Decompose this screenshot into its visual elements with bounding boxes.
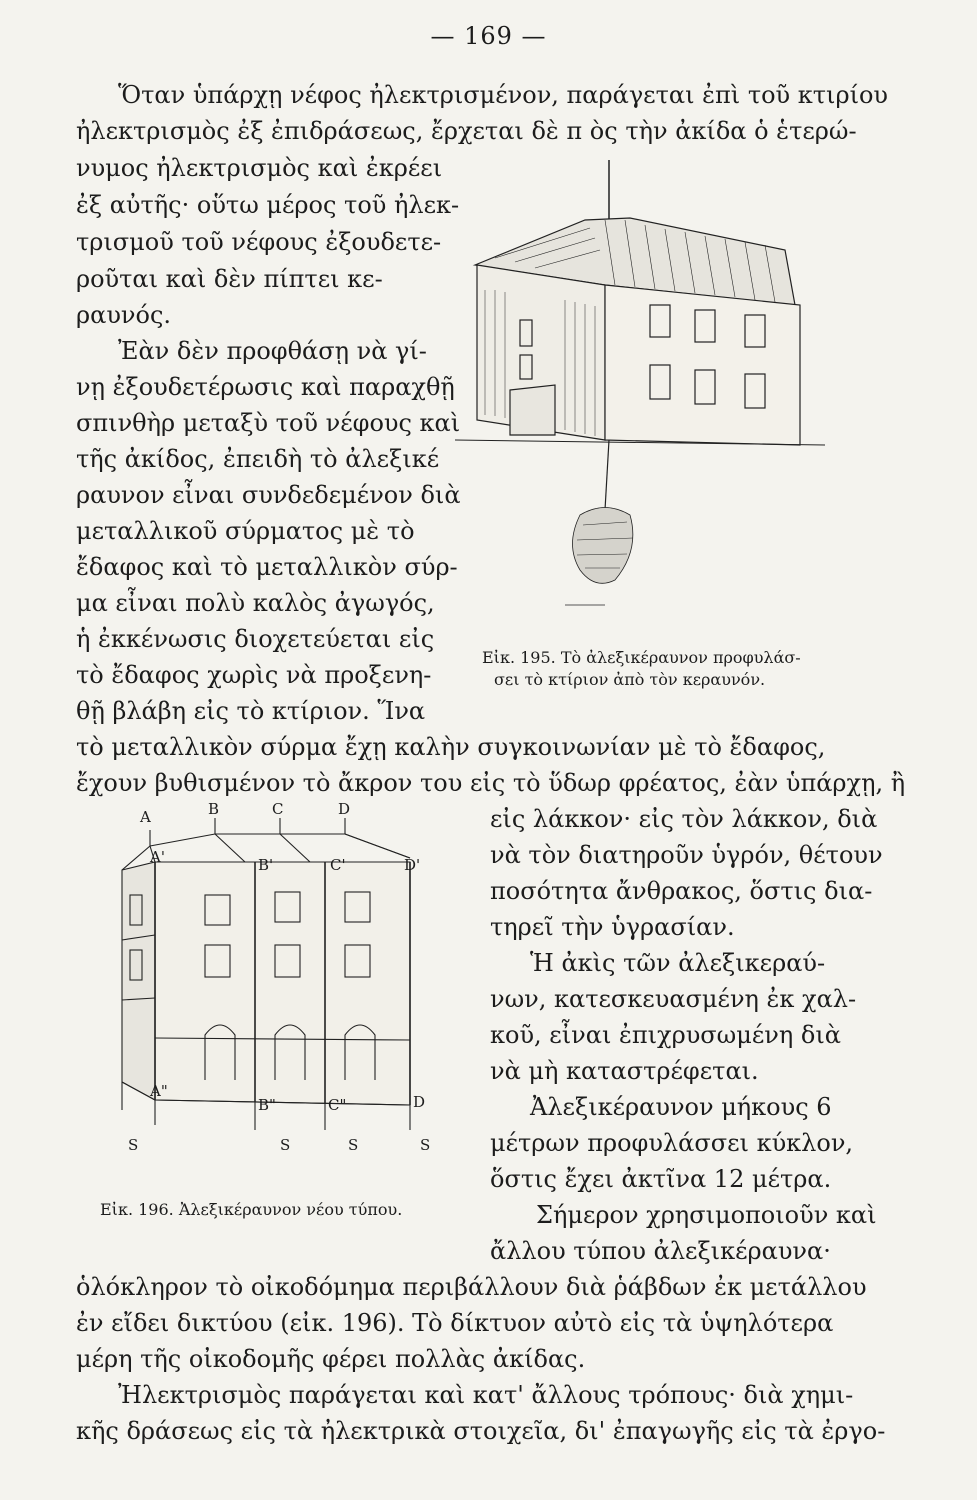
text-line: ἔδαφος καὶ τὸ μεταλλικὸν σύρ- (76, 553, 458, 581)
text-line: τὸ ἔδαφος χωρὶς νὰ προξενη- (76, 661, 432, 689)
text-line: τῆς ἀκίδος, ἐπειδὴ τὸ ἀλεξικέ (76, 445, 440, 473)
text-line: ποσότητα ἄνθρακος, ὅστις δια- (490, 877, 873, 905)
text-line: ὅστις ἔχει ἀκτῖνα 12 μέτρα. (490, 1165, 832, 1193)
figure-196-label: C' (330, 856, 346, 874)
figure-196-label: B (208, 800, 220, 818)
figure-196-label: D' (404, 856, 421, 874)
text-line: μα εἶναι πολὺ καλὸς ἀγωγός, (76, 589, 435, 617)
text-line: ροῦται καὶ δὲν πίπτει κε- (76, 265, 383, 293)
text-line: τὸ μεταλλικὸν σύρμα ἔχῃ καλὴν συγκοινωνίαν μὲ τὸ ἔδαφος, (76, 733, 826, 761)
figure-196-label: A (140, 808, 151, 826)
text-line: νὰ τὸν διατηροῦν ὑγρόν, θέτουν (490, 841, 883, 869)
text-line: θῇ βλάβη εἰς τὸ κτίριον. Ἵνα (76, 697, 426, 725)
text-line: ἡ ἐκκένωσις διοχετεύεται εἰς (76, 625, 435, 653)
figure-196-label: A" (150, 1082, 168, 1100)
text-line: μέτρων προφυλάσσει κύκλον, (490, 1129, 854, 1157)
text-line: ἐξ αὐτῆς· οὕτω μέρος τοῦ ἠλεκ- (76, 191, 460, 219)
figure-196-label: B" (258, 1096, 276, 1114)
text-line: τρισμοῦ τοῦ νέφους ἐξουδετε- (76, 228, 442, 256)
text-line: ἄλλου τύπου ἀλεξικέραυνα· (490, 1237, 831, 1265)
text-line: Ἀλεξικέραυνον μήκους 6 (530, 1093, 832, 1121)
figure-195-caption-line: Εἰκ. 195. Τὸ ἀλεξικέραυνον προφυλάσ- (482, 648, 801, 667)
figure-196-label: C" (328, 1096, 347, 1114)
text-line: ραυνον εἶναι συνδεδεμένον διὰ (76, 481, 461, 509)
text-line: Ἐὰν δὲν προφθάσῃ νὰ γί- (118, 337, 427, 365)
figure-196-label: B' (258, 856, 274, 874)
text-line: νὰ μὴ καταστρέφεται. (490, 1057, 759, 1085)
text-line: κοῦ, εἶναι ἐπιχρυσωμένη διὰ (490, 1021, 841, 1049)
text-line: Ἠλεκτρισμὸς παράγεται καὶ κατ' ἄλλους τρόπους· διὰ χημι- (118, 1381, 854, 1409)
text-line: εἰς λάκκον· εἰς τὸν λάκκον, διὰ (490, 805, 878, 833)
text-line: ἔχουν βυθισμένον τὸ ἄκρον του εἰς τὸ ὕδωρ φρέατος, ἐὰν ὑπάρχῃ, ἢ (76, 769, 906, 797)
figure-196-label: A' (150, 848, 165, 866)
text-line: κῆς δράσεως εἰς τὰ ἠλεκτρικὰ στοιχεῖα, δι' ἐπαγωγῆς εἰς τὰ ἐργο- (76, 1417, 886, 1445)
text-line: ραυνός. (76, 301, 172, 329)
figure-196-label: S (128, 1136, 139, 1154)
text-line: νῃ ἐξουδετέρωσις καὶ παραχθῇ (76, 373, 455, 401)
text-line: μεταλλικοῦ σύρματος μὲ τὸ (76, 517, 415, 545)
text-line: ἐν εἴδει δικτύου (εἰκ. 196). Τὸ δίκτυον αὐτὸ εἰς τὰ ὑψηλότερα (76, 1309, 834, 1337)
figure-196-label: S (348, 1136, 359, 1154)
text-line: σπινθὴρ μεταξὺ τοῦ νέφους καὶ (76, 409, 461, 437)
text-line: νων, κατεσκευασμένη ἐκ χαλ- (490, 985, 857, 1013)
text-line: ὁλόκληρον τὸ οἰκοδόμημα περιβάλλουν διὰ ῥάβδων ἐκ μετάλλου (76, 1273, 867, 1301)
page-number: — 169 — (430, 22, 547, 50)
text-line: μέρη τῆς οἰκοδομῆς φέρει πολλὰς ἀκίδας. (76, 1345, 586, 1373)
text-line: Σήμερον χρησιμοποιοῦν καὶ (536, 1201, 877, 1229)
text-line: τηρεῖ τὴν ὑγρασίαν. (490, 913, 735, 941)
figure-196-label: D (338, 800, 351, 818)
figure-196-caption: Εἰκ. 196. Ἀλεξικέραυνον νέου τύπου. (100, 1200, 403, 1219)
figure-196-label: D (413, 1093, 426, 1111)
figure-195-caption-line: σει τὸ κτίριον ἀπὸ τὸν κεραυνόν. (494, 670, 766, 689)
text-line: νυμος ἠλεκτρισμὸς καὶ ἐκρέει (76, 154, 443, 182)
figure-196-label: C (272, 800, 284, 818)
figure-196-label: S (420, 1136, 431, 1154)
figure-196-building-net-illustration (110, 800, 440, 1160)
figure-196-label: S (280, 1136, 291, 1154)
text-line: ἠλεκτρισμὸς ἐξ ἐπιδράσεως, ἔρχεται δὲ π ὸς τὴν ἀκίδα ὁ ἑτερώ- (76, 117, 857, 145)
text-line: Ἡ ἀκὶς τῶν ἀλεξικεραύ- (530, 949, 826, 977)
figure-195-building-illustration (455, 150, 835, 630)
text-line: Ὅταν ὑπάρχῃ νέφος ἠλεκτρισμένον, παράγεται ἐπὶ τοῦ κτιρίου (118, 81, 889, 109)
